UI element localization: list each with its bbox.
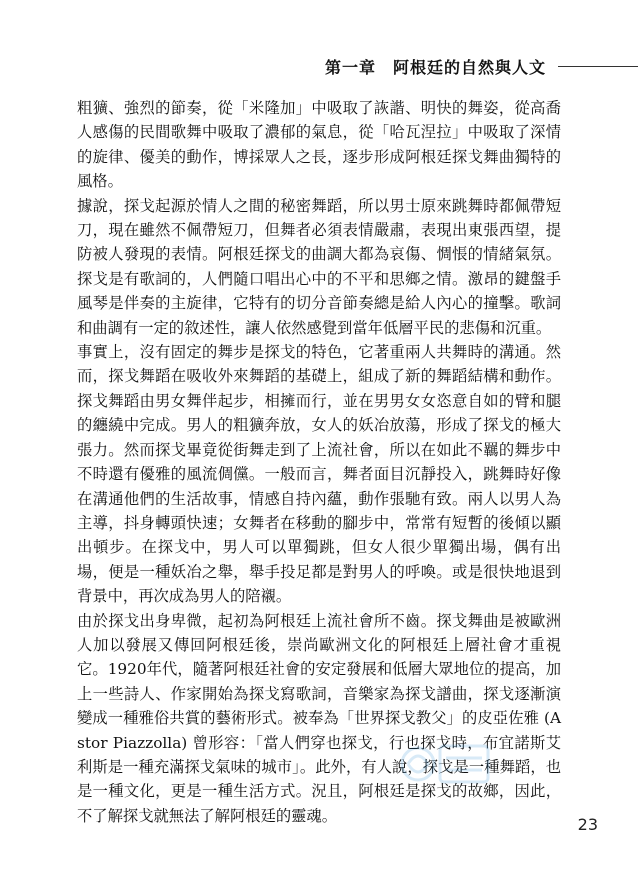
chapter-title: 第一章 阿根廷的自然與人文 [324, 58, 546, 77]
paragraph-1: 粗獷、強烈的節奏，從「米隆加」中吸取了詼諧、明快的舞姿，從高喬人感傷的民間歌舞中吸取了濃郁的氣息，從「哈瓦涅拉」中吸取了深情的旋律、優美的動作，博採眾人之長，逐步形成阿根廷探戈舞曲獨特的風格。 [77, 99, 561, 191]
running-header [0, 55, 638, 79]
page-number: 23 [577, 815, 598, 834]
header-rule [558, 66, 638, 67]
paragraph-4: 由於探戈出身卑微，起初為阿根廷上流社會所不齒。探戈舞曲是被歐洲人加以發展又傳回阿根廷後，崇尚歐洲文化的阿根廷上層社會才重視它。1920年代，隨著阿根廷社會的安定發展和低層大眾地位的提高，加上一些詩人、作家開始為探戈寫歌詞，音樂家為探戈譜曲，探戈逐漸演變成一種雅俗共賞的藝術形式。被奉為「世界探戈教父」的皮亞佐雅 (Astor Piazzolla) 曾形容：「當人們穿也探戈，行也探戈時，布宜諾斯艾利斯是一種充滿探戈氣味的城市」。此外，有人說，探戈是一種舞蹈，也是一種文化，更是一種生活方式。況且，阿根廷是探戈的故鄉，因此，不了解探戈就無法了解阿根廷的靈魂。 [77, 611, 561, 825]
paragraph-2: 據說，探戈起源於情人之間的秘密舞蹈，所以男士原來跳舞時都佩帶短刀，現在雖然不佩帶短刀，但舞者必須表情嚴肅，表現出東張西望，提防被人發現的表情。阿根廷探戈的曲調大都為哀傷、惆悵的情緒氣氛。探戈是有歌詞的，人們隨口唱出心中的不平和思鄉之情。激昂的鍵盤手風琴是伴奏的主旋律，它特有的切分音節奏總是給人內心的撞擊。歌詞和曲調有一定的敘述性，讓人依然感覺到當年低層平民的悲傷和沉重。 [77, 196, 561, 337]
paragraph-3: 事實上，沒有固定的舞步是探戈的特色，它著重兩人共舞時的溝通。然而，探戈舞蹈在吸收外來舞蹈的基礎上，組成了新的舞蹈結構和動作。探戈舞蹈由男女舞伴起步，相擁而行，並在男男女女恣意自如的臂和腿的纏繞中完成。男人的粗獷奔放，女人的妖冶放蕩，形成了探戈的極大張力。然而探戈畢竟從街舞走到了上流社會，所以在如此不羈的舞步中不時還有優雅的風流倜儻。一般而言，舞者面目沉靜投入，跳舞時好像在溝通他們的生活故事，情感自持內蘊，動作張馳有致。兩人以男人為主導，抖身轉頭快速；女舞者在移動的腳步中，常常有短暫的後傾以顯出頓步。在探戈中，男人可以單獨跳，但女人很少單獨出場，偶有出場，便是一種妖冶之舉，舉手投足都是對男人的呼喚。或是很快地退到背景中，再次成為男人的陪襯。 [77, 343, 561, 606]
body-text [77, 96, 561, 828]
publisher-watermark-logo [396, 734, 496, 794]
